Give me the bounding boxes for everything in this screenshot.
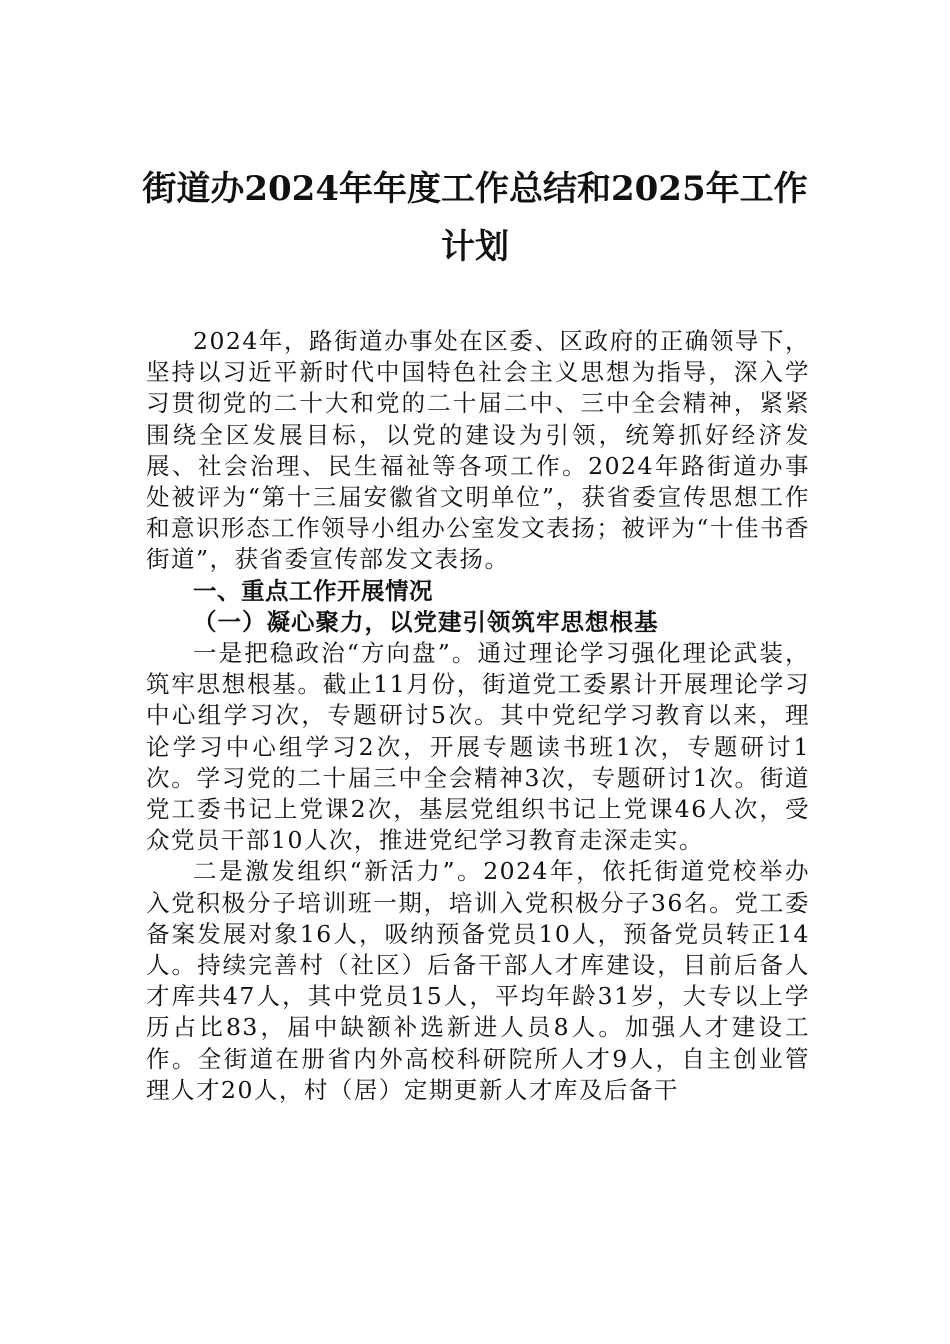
document-title [140, 160, 810, 276]
section-heading: 一、重点工作开展情况 [193, 576, 433, 605]
body-paragraph-1: 一是把稳政治“方向盘”。通过理论学习强化理论武装，筑牢思想根基。截止11月份，街道党工委累计开展理论学习中心组学习次，专题研讨5次。其中党纪学习教育以来，理论学习中心组学习2次，开展专题读书班1次，专题研讨1次。学习党的二十届三中全会精神3次，专题研讨1次。街道党工委书记上党课2次，基层党组织书记上党课46人次，受众党员干部10人次，推进党纪学习教育走深走实。 [146, 639, 810, 855]
subsection-heading: （一）凝心聚力，以党建引领筑牢思想根基 [193, 607, 659, 636]
title-line-1: 街道办2024年年度工作总结和2025年工作 [142, 169, 808, 209]
document-body [146, 326, 810, 1106]
intro-paragraph: 2024年，路街道办事处在区委、区政府的正确领导下，坚持以习近平新时代中国特色社会主义思想为指导，深入学习贯彻党的二十大和党的二十届二中、三中全会精神，紧紧围绕全区发展目标，以党的建设为引领，统筹抓好经济发展、社会治理、民生福祉等各项工作。2024年路街道办事处被评为“第十三届安徽省文明单位”，获省委宣传思想工作和意识形态工作领导小组办公室发文表扬；被评为“十佳书香街道”，获省委宣传部发文表扬。 [146, 327, 810, 574]
title-line-2: 计划 [441, 227, 509, 267]
body-paragraph-2: 二是激发组织“新活力”。2024年，依托街道党校举办入党积极分子培训班一期，培训入党积极分子36名。党工委备案发展对象16人，吸纳预备党员10人，预备党员转正14人。持续完善村（社区）后备干部人才库建设，目前后备人才库共47人，其中党员15人，平均年龄31岁，大专以上学历占比83，届中缺额补选新进人员8人。加强人才建设工作。全街道在册省内外高校科研院所人才9人，自主创业管理人才20人，村（居）定期更新人才库及后备干 [146, 857, 810, 1104]
